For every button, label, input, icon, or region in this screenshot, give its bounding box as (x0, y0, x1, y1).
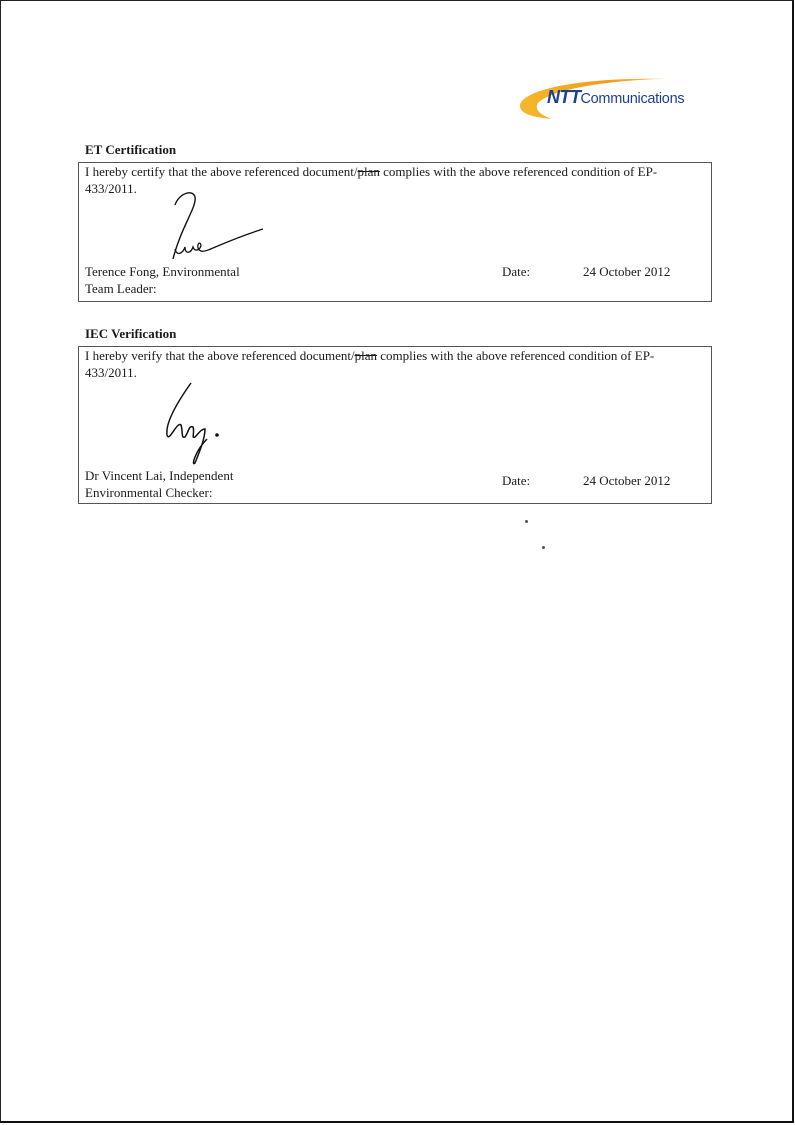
statement-text: I hereby certify that the above referenced document/ (85, 164, 358, 179)
date-value: 24 October 2012 (583, 264, 671, 279)
iec-verification-title: IEC Verification (85, 326, 177, 341)
logo-brand: NTT (547, 87, 581, 107)
signatory-name: Dr Vincent Lai, Independent (85, 468, 234, 483)
signatory-title: Environmental Checker: (85, 485, 213, 500)
logo-product: Communications (580, 91, 685, 107)
signature-vincent-lai (161, 381, 241, 471)
statement-text: complies with the above referenced condition of EP-433/2011. (85, 164, 658, 196)
et-certification-box (78, 162, 712, 302)
date-label: Date: (502, 264, 531, 279)
signatory-title: Team Leader: (85, 281, 157, 296)
iec-verification-statement (85, 347, 705, 381)
date-label: Date: (502, 473, 531, 488)
statement-text: complies with the above referenced condition of EP-433/2011. (85, 348, 655, 380)
scan-speck (525, 520, 528, 523)
statement-text: I hereby verify that the above referenced document/ (85, 348, 355, 363)
et-certification-title: ET Certification (85, 142, 177, 157)
signature-terence-fong (161, 187, 271, 267)
signatory-name: Terence Fong, Environmental (85, 264, 240, 279)
iec-verification-box (78, 346, 712, 504)
date-value: 24 October 2012 (583, 473, 671, 488)
ntt-communications-logo (516, 73, 711, 123)
struck-text: plan (357, 164, 380, 179)
scan-speck (542, 546, 545, 549)
struck-text: plan (354, 348, 378, 363)
